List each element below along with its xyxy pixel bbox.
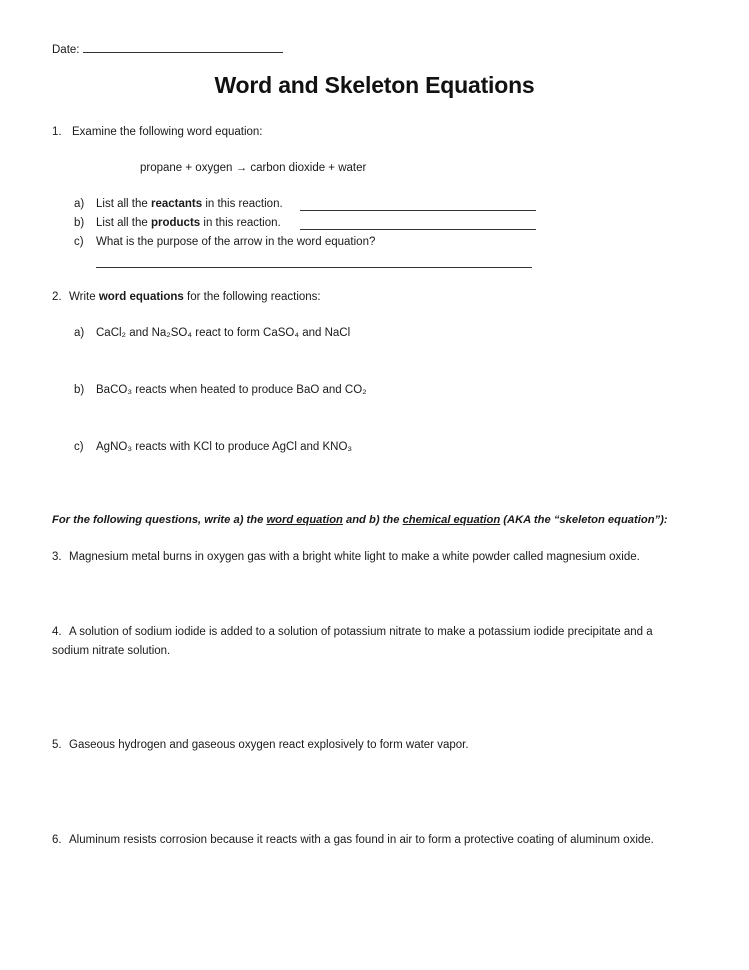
question-text: Aluminum resists corrosion because it reacts with a gas found in air to form a protective coating of aluminum oxide. xyxy=(69,834,654,846)
part-letter: a) xyxy=(74,327,85,339)
arrow-purpose-answer-blank[interactable] xyxy=(96,255,532,271)
question-text: Examine the following word equation: xyxy=(72,126,263,138)
question-text: for the following reactions: xyxy=(183,291,321,303)
products-answer-blank[interactable] xyxy=(300,217,536,233)
part-text: in this reaction. xyxy=(200,217,281,229)
part-text: List all the xyxy=(96,198,151,210)
question-2c xyxy=(74,441,352,453)
arrow-right-icon: → xyxy=(235,162,248,174)
question-2b xyxy=(74,384,367,396)
equation-reactants: propane + oxygen xyxy=(140,162,233,174)
question-text: Write xyxy=(69,291,99,303)
instructions-text: (AKA the “skeleton equation”): xyxy=(500,514,668,526)
question-2-prompt xyxy=(52,291,321,303)
part-letter: c) xyxy=(74,441,84,453)
equation-products: carbon dioxide + water xyxy=(250,162,367,174)
page-title: Word and Skeleton Equations xyxy=(214,72,535,98)
question-1c xyxy=(74,236,375,248)
question-5 xyxy=(52,739,469,751)
part-letter: a) xyxy=(74,198,85,210)
part-text: AgNO₃ reacts with KCl to produce AgCl and KNO₃ xyxy=(96,441,353,453)
question-text: Magnesium metal burns in oxygen gas with a bright white light to make a white powder called magnesium oxide. xyxy=(69,551,640,563)
instructions-text: and b) the xyxy=(342,514,403,526)
date-label: Date: xyxy=(52,44,80,56)
question-1-prompt xyxy=(52,126,263,138)
question-number: 2. xyxy=(52,291,62,303)
question-number: 1. xyxy=(52,126,62,138)
question-text: A solution of sodium iodide is added to a solution of potassium nitrate to make a potassium iodide precipitate and a xyxy=(69,626,653,638)
part-letter: b) xyxy=(74,217,85,229)
part-bold: reactants xyxy=(150,198,203,210)
date-blank[interactable] xyxy=(83,52,283,53)
part-bold: products xyxy=(150,217,201,229)
question-2a xyxy=(74,327,350,339)
word-equation xyxy=(140,162,366,174)
instructions-underline: word equation xyxy=(266,514,343,526)
question-number: 5. xyxy=(52,739,62,751)
question-4-continued: sodium nitrate solution. xyxy=(52,645,171,657)
question-bold: word equations xyxy=(98,291,184,303)
question-1b xyxy=(74,217,281,229)
part-text: in this reaction. xyxy=(202,198,283,210)
question-text: Gaseous hydrogen and gaseous oxygen react explosively to form water vapor. xyxy=(69,739,469,751)
instructions-text: For the following questions, write a) the xyxy=(52,514,267,526)
instructions xyxy=(52,514,668,526)
question-3 xyxy=(52,551,640,563)
part-text: BaCO₃ reacts when heated to produce BaO and CO₂ xyxy=(96,384,367,396)
question-number: 6. xyxy=(52,834,62,846)
part-text: What is the purpose of the arrow in the word equation? xyxy=(96,236,376,248)
question-number: 3. xyxy=(52,551,62,563)
part-text: CaCl₂ and Na₂SO₄ react to form CaSO₄ and NaCl xyxy=(96,327,351,339)
date-field[interactable] xyxy=(52,44,283,56)
reactants-answer-blank[interactable] xyxy=(300,198,536,214)
question-1a xyxy=(74,198,283,210)
part-letter: c) xyxy=(74,236,84,248)
instructions-underline: chemical equation xyxy=(402,514,501,526)
question-number: 4. xyxy=(52,626,62,638)
part-letter: b) xyxy=(74,384,85,396)
question-4 xyxy=(52,626,653,638)
question-6 xyxy=(52,834,654,846)
part-text: List all the xyxy=(96,217,151,229)
